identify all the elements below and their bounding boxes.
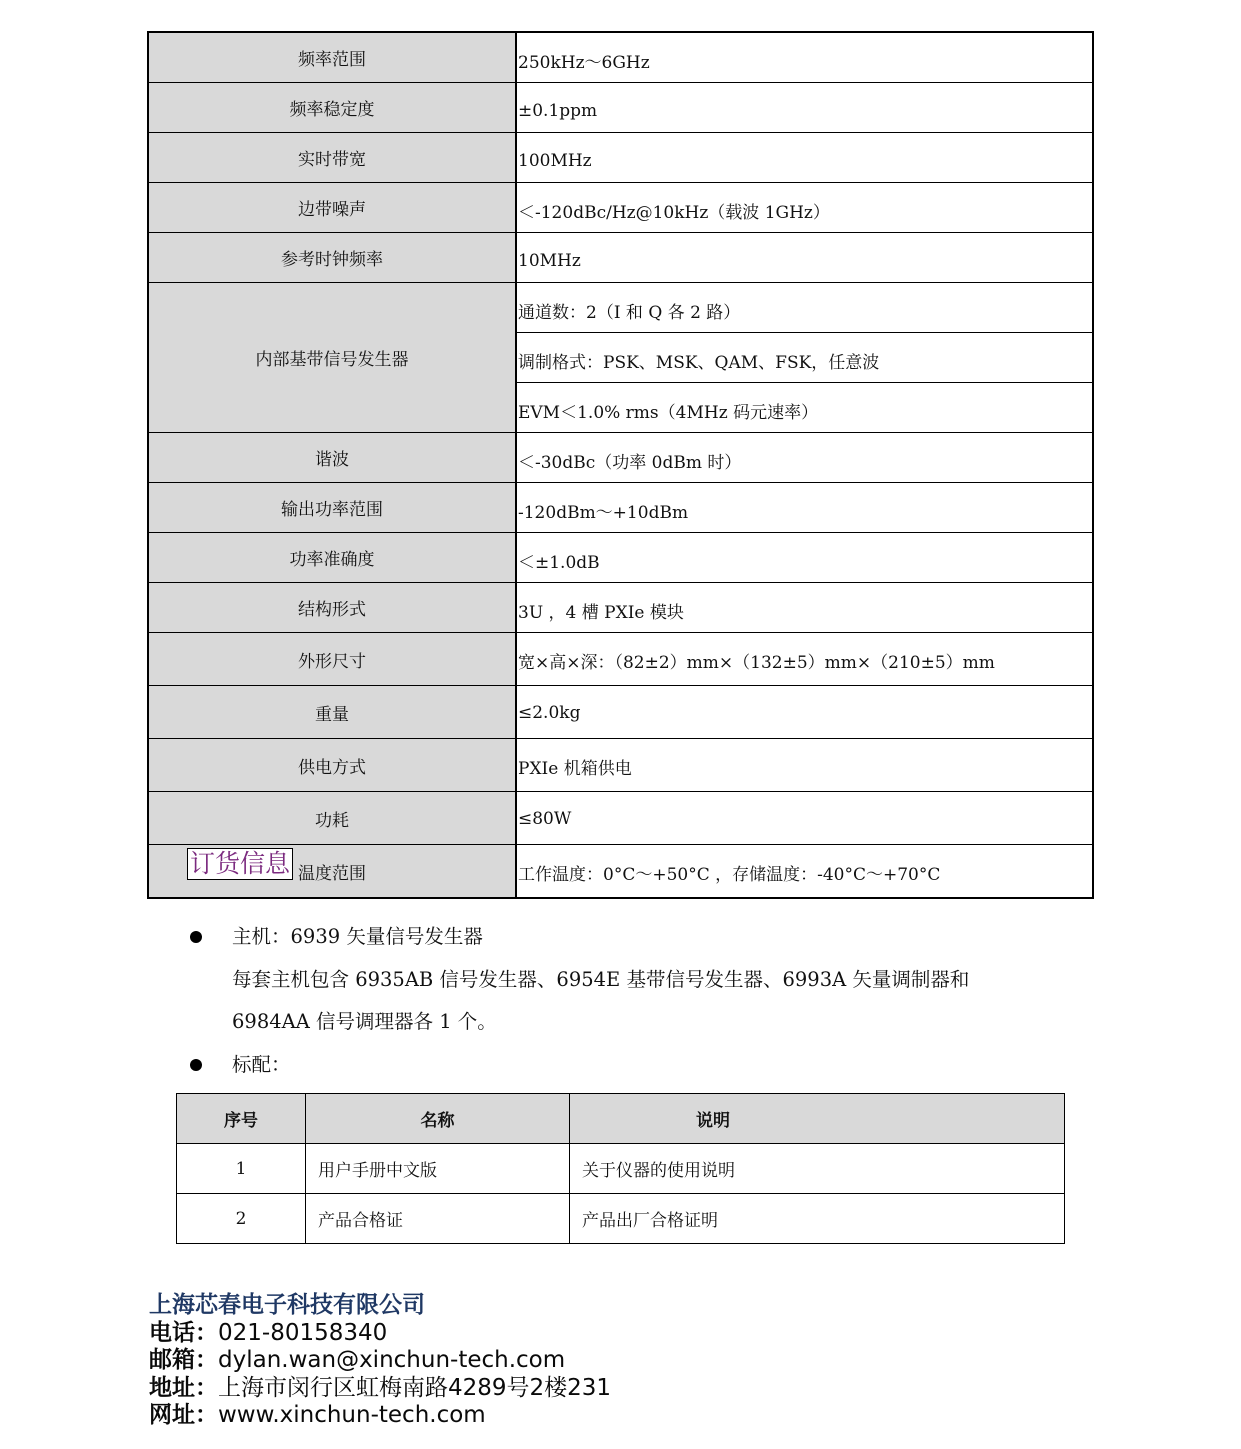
spec-key: 结构形式 xyxy=(148,583,516,633)
bullet-icon xyxy=(190,931,202,943)
company-name: 上海芯春电子科技有限公司 xyxy=(149,1292,425,1318)
website-label: 网址： xyxy=(149,1402,218,1428)
spec-row xyxy=(148,483,1093,533)
spec-value: -120dBm～+10dBm xyxy=(516,483,1093,533)
spec-value: PXIe 机箱供电 xyxy=(516,739,1093,792)
spec-value: ≤80W xyxy=(516,792,1093,845)
email-line xyxy=(149,1347,611,1375)
spec-value: 通道数：2（I 和 Q 各 2 路） xyxy=(516,283,1093,333)
ordering-heading: 订货信息 xyxy=(187,848,293,880)
spec-key: 内部基带信号发生器 xyxy=(148,283,516,433)
spec-value: 3U ，4 槽 PXIe 模块 xyxy=(516,583,1093,633)
table-row xyxy=(177,1144,1065,1194)
spec-value: 宽×高×深：（82±2）mm×（132±5）mm×（210±5）mm xyxy=(516,633,1093,686)
spec-row xyxy=(148,433,1093,483)
phone-line xyxy=(149,1320,611,1348)
host-description-line-1: 每套主机包含 6935AB 信号发生器、6954E 基带信号发生器、6993A 矢量调制器和 xyxy=(232,968,970,991)
spec-key: 外形尺寸 xyxy=(148,633,516,686)
row-index: 1 xyxy=(177,1144,306,1194)
address-value: 上海市闵行区虹梅南路4289号2楼231 xyxy=(218,1374,612,1401)
spec-key: 谐波 xyxy=(148,433,516,483)
bullet-icon xyxy=(190,1059,202,1071)
header-name: 名称 xyxy=(306,1094,570,1144)
spec-key: 供电方式 xyxy=(148,739,516,792)
website-line xyxy=(149,1402,611,1430)
phone-value: 021-80158340 xyxy=(218,1319,388,1346)
header-index: 序号 xyxy=(177,1094,306,1144)
spec-value: ＜-30dBc（功率 0dBm 时） xyxy=(516,433,1093,483)
spec-value: 10MHz xyxy=(516,233,1093,283)
host-description-line-2: 6984AA 信号调理器各 1 个。 xyxy=(232,1010,497,1033)
spec-value: 调制格式：PSK、MSK、QAM、FSK，任意波 xyxy=(516,333,1093,383)
contact-block xyxy=(149,1292,611,1430)
standard-label: 标配： xyxy=(232,1053,291,1076)
spec-table xyxy=(147,31,1094,899)
spec-row xyxy=(148,133,1093,183)
spec-key: 参考时钟频率 xyxy=(148,233,516,283)
spec-row xyxy=(148,183,1093,233)
spec-key: 边带噪声 xyxy=(148,183,516,233)
spec-row xyxy=(148,633,1093,686)
phone-label: 电话： xyxy=(149,1319,218,1346)
spec-row xyxy=(148,792,1093,845)
spec-key: 功率准确度 xyxy=(148,533,516,583)
row-description: 关于仪器的使用说明 xyxy=(570,1144,1065,1194)
spec-key: 温度范围 xyxy=(148,845,516,899)
spec-value: 250kHz～6GHz xyxy=(516,32,1093,83)
website-value: www.xinchun-tech.com xyxy=(218,1402,486,1428)
spec-row xyxy=(148,686,1093,739)
spec-key: 实时带宽 xyxy=(148,133,516,183)
email-label: 邮箱： xyxy=(149,1347,218,1373)
spec-row xyxy=(148,83,1093,133)
spec-value: ≤2.0kg xyxy=(516,686,1093,739)
spec-row xyxy=(148,739,1093,792)
spec-row xyxy=(148,32,1093,83)
row-description: 产品出厂合格证明 xyxy=(570,1194,1065,1244)
spec-key: 频率稳定度 xyxy=(148,83,516,133)
standard-header-row xyxy=(177,1094,1065,1144)
address-line xyxy=(149,1375,611,1403)
standard-table xyxy=(176,1093,1065,1244)
spec-value: 工作温度：0°C～+50°C ，存储温度：-40°C～+70°C xyxy=(516,845,1093,899)
spec-row xyxy=(148,533,1093,583)
email-value: dylan.wan@xinchun-tech.com xyxy=(218,1347,566,1373)
spec-key: 重量 xyxy=(148,686,516,739)
row-name: 产品合格证 xyxy=(306,1194,570,1244)
spec-key: 频率范围 xyxy=(148,32,516,83)
spec-value: ±0.1ppm xyxy=(516,83,1093,133)
spec-value: ＜±1.0dB xyxy=(516,533,1093,583)
spec-row xyxy=(148,583,1093,633)
spec-row xyxy=(148,283,1093,333)
address-label: 地址： xyxy=(149,1374,218,1401)
host-line: 主机：6939 矢量信号发生器 xyxy=(232,925,483,948)
spec-value: ＜-120dBc/Hz@10kHz（载波 1GHz） xyxy=(516,183,1093,233)
spec-key: 功耗 xyxy=(148,792,516,845)
spec-value: EVM＜1.0% rms（4MHz 码元速率） xyxy=(516,383,1093,433)
header-description: 说明 xyxy=(570,1094,1065,1144)
table-row xyxy=(177,1194,1065,1244)
row-index: 2 xyxy=(177,1194,306,1244)
spec-value: 100MHz xyxy=(516,133,1093,183)
spec-key: 输出功率范围 xyxy=(148,483,516,533)
spec-row xyxy=(148,233,1093,283)
row-name: 用户手册中文版 xyxy=(306,1144,570,1194)
